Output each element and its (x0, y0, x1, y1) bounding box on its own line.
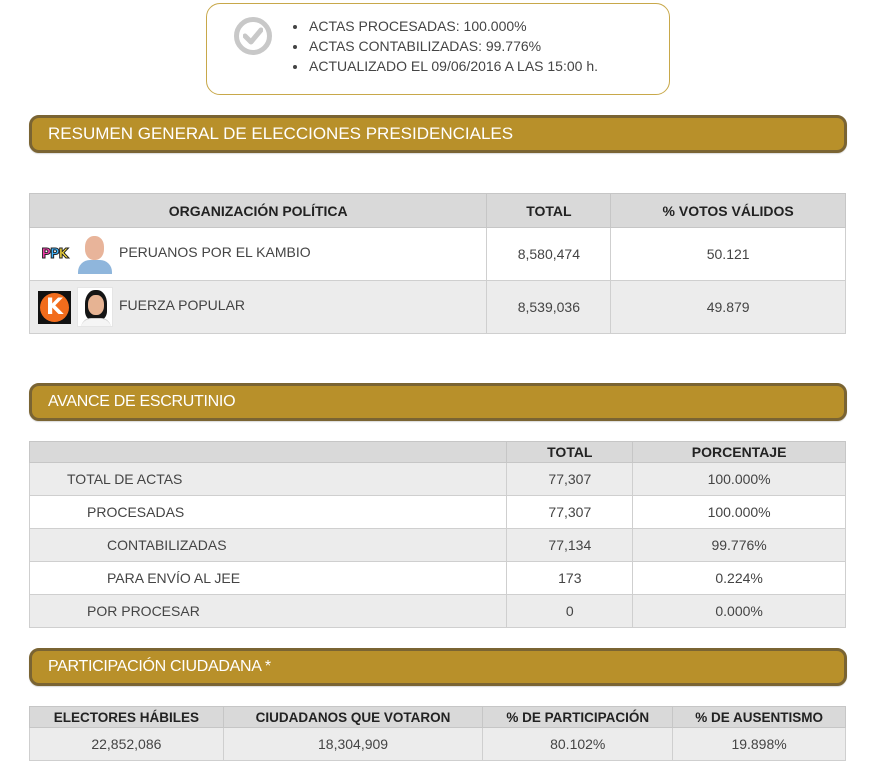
ppk-logo: PPK (41, 246, 68, 262)
resumen-table (29, 193, 846, 334)
org-name: FUERZA POPULAR (119, 297, 246, 313)
participacion-table (29, 706, 846, 761)
valid-votes-pct: 49.879 (611, 281, 846, 334)
status-item-actualizado: ACTUALIZADO EL 09/06/2016 A LAS 15:00 h. (290, 56, 598, 76)
col-header-porcentaje: PORCENTAJE (633, 442, 846, 463)
electores-habiles-value: 22,852,086 (30, 728, 224, 761)
org-cell (30, 228, 487, 281)
col-header-votos-validos: % VOTOS VÁLIDOS (611, 194, 846, 228)
section-header-resumen: RESUMEN GENERAL DE ELECCIONES PRESIDENCIALES (29, 115, 847, 153)
table-row (30, 595, 846, 628)
status-item-actas-contabilizadas: ACTAS CONTABILIZADAS: 99.776% (290, 36, 598, 56)
row-label: PARA ENVÍO AL JEE (30, 562, 507, 595)
col-header-ausentismo: % DE AUSENTISMO (673, 707, 846, 728)
check-circle-icon (234, 17, 272, 55)
valid-votes-pct: 50.121 (611, 228, 846, 281)
row-pct: 100.000% (633, 463, 846, 496)
table-header-row (30, 707, 846, 728)
col-header-total: TOTAL (487, 194, 611, 228)
ciudadanos-votaron-value: 18,304,909 (223, 728, 483, 761)
total-votes: 8,539,036 (487, 281, 611, 334)
section-header-avance: AVANCE DE ESCRUTINIO (29, 383, 847, 421)
table-header-row (30, 194, 846, 228)
row-pct: 0.000% (633, 595, 846, 628)
table-row (30, 463, 846, 496)
col-header-organizacion: ORGANIZACIÓN POLÍTICA (30, 194, 487, 228)
col-header-electores-habiles: ELECTORES HÁBILES (30, 707, 224, 728)
section-header-participacion: PARTICIPACIÓN CIUDADANA * (29, 648, 847, 686)
row-total: 77,307 (507, 463, 633, 496)
total-votes: 8,580,474 (487, 228, 611, 281)
avance-table (29, 441, 846, 628)
table-row (30, 562, 846, 595)
row-label: TOTAL DE ACTAS (30, 463, 507, 496)
row-total: 77,134 (507, 529, 633, 562)
org-name: PERUANOS POR EL KAMBIO (119, 244, 311, 260)
table-row (30, 281, 846, 334)
table-row (30, 496, 846, 529)
row-label: CONTABILIZADAS (30, 529, 507, 562)
table-row (30, 228, 846, 281)
row-total: 0 (507, 595, 633, 628)
row-total: 173 (507, 562, 633, 595)
table-row (30, 529, 846, 562)
status-list (290, 16, 598, 76)
status-item-actas-procesadas: ACTAS PROCESADAS: 100.000% (290, 16, 598, 36)
org-cell (30, 281, 487, 334)
fuerza-popular-logo: K (38, 291, 71, 324)
ausentismo-value: 19.898% (673, 728, 846, 761)
row-pct: 99.776% (633, 529, 846, 562)
col-header-label (30, 442, 507, 463)
table-header-row (30, 442, 846, 463)
candidate-photo-kf (77, 287, 113, 327)
status-summary-box (206, 3, 670, 95)
row-label: POR PROCESAR (30, 595, 507, 628)
col-header-ciudadanos-votaron: CIUDADANOS QUE VOTARON (223, 707, 483, 728)
candidate-photo-ppk (77, 234, 113, 274)
row-pct: 0.224% (633, 562, 846, 595)
col-header-participacion: % DE PARTICIPACIÓN (483, 707, 673, 728)
row-pct: 100.000% (633, 496, 846, 529)
row-total: 77,307 (507, 496, 633, 529)
participacion-value: 80.102% (483, 728, 673, 761)
table-row (30, 728, 846, 761)
col-header-total: TOTAL (507, 442, 633, 463)
row-label: PROCESADAS (30, 496, 507, 529)
